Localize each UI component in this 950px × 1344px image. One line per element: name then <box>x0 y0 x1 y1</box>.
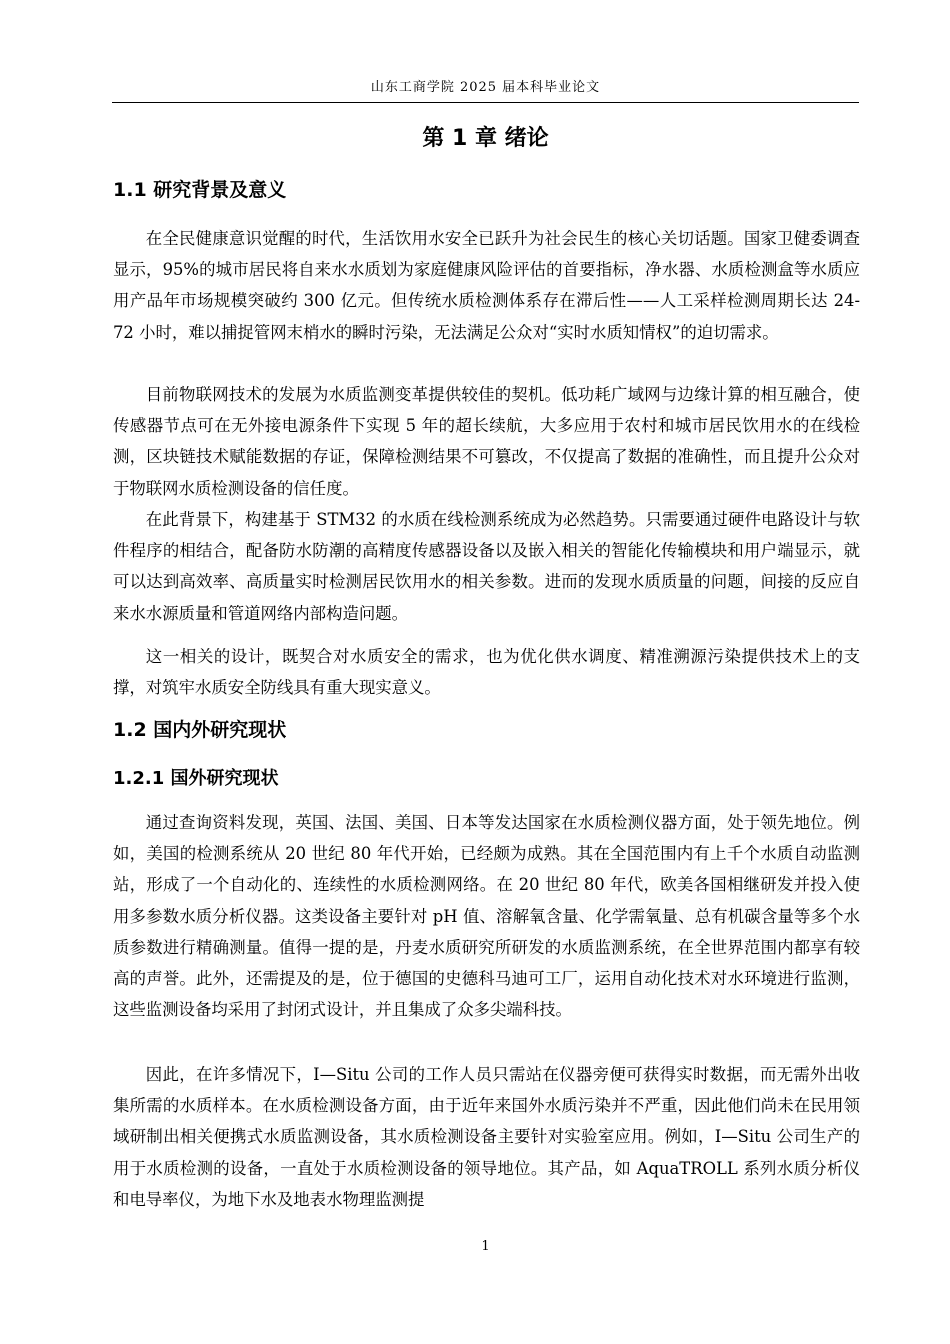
paragraph-1-1-4: 这一相关的设计，既契合对水质安全的需求，也为优化供水调度、精准溯源污染提供技术上的支撑，对筑牢水质安全防线具有重大现实意义。 <box>113 647 860 698</box>
paragraph-1-2-1-2: 因此，在许多情况下，I—Situ 公司的工作人员只需站在仪器旁便可获得实时数据，而无需外出收集所需的水质样本。在水质检测设备方面，由于近年来国外水质污染并不严重，因此他们尚未在民用领域研制出相关便携式水质监测设备，其水质检测设备主要针对实验室应用。例如，I—Situ 公司生产的用于水质检测的设备，一直处于水质检测设备的领导地位。其产品，如 AquaTROLL 系列水质分析仪和电导率仪，为地下水及地表水物理监测提 <box>113 1065 860 1209</box>
section-heading-1-2: 1.2 国内外研究现状 <box>113 719 287 741</box>
paragraph-1-1-2: 目前物联网技术的发展为水质监测变革提供较佳的契机。低功耗广域网与边缘计算的相互融合，使传感器节点可在无外接电源条件下实现 5 年的超长续航，大多应用于农村和城市居民饮用水的在线检测，区块链技术赋能数据的存证，保障检测结果不可篡改，不仅提高了数据的准确性，而且提升公众对于物联网水质检测设备的信任度。 <box>113 385 860 498</box>
chapter-title: 第 1 章 绪论 <box>422 126 549 151</box>
section-heading-1-2-1: 1.2.1 国外研究现状 <box>113 768 279 789</box>
page-number: 1 <box>481 1239 490 1254</box>
paragraph-1-1-1: 在全民健康意识觉醒的时代，生活饮用水安全已跃升为社会民生的核心关切话题。国家卫健委调查显示，95%的城市居民将自来水水质划为家庭健康风险评估的首要指标，净水器、水质检测盒等水质应用产品年市场规模突破约 300 亿元。但传统水质检测体系存在滞后性——人工采样检测周期长达 24-72 小时，难以捕捉管网末梢水的瞬时污染，无法满足公众对“实时水质知情权”的迫切需求。 <box>113 229 860 342</box>
paragraph-1-1-3: 在此背景下，构建基于 STM32 的水质在线检测系统成为必然趋势。只需要通过硬件电路设计与软件程序的相结合，配备防水防潮的高精度传感器设备以及嵌入相关的智能化传输模块和用户端显示，就可以达到高效率、高质量实时检测居民饮用水的相关参数。进而的发现水质质量的问题，间接的反应自来水水源质量和管道网络内部构造问题。 <box>113 510 860 623</box>
running-header: 山东工商学院 2025 届本科毕业论文 <box>112 78 859 103</box>
paragraph-1-2-1-1: 通过查询资料发现，英国、法国、美国、日本等发达国家在水质检测仪器方面，处于领先地位。例如，美国的检测系统从 20 世纪 80 年代开始，已经颇为成熟。其在全国范围内有上千个水质自动监测站，形成了一个自动化的、连续性的水质检测网络。在 20 世纪 80 年代，欧美各国相继研发并投入使用多参数水质分析仪器。这类设备主要针对 pH 值、溶解氧含量、化学需氧量、总有机碳含量等多个水质参数进行精确测量。值得一提的是，丹麦水质研究所研发的水质监测系统，在全世界范围内都享有较高的声誉。此外，还需提及的是，位于德国的史德科马迪可工厂，运用自动化技术对水环境进行监测，这些监测设备均采用了封闭式设计，并且集成了众多尖端科技。 <box>113 813 860 1020</box>
section-heading-1-1: 1.1 研究背景及意义 <box>113 179 287 201</box>
